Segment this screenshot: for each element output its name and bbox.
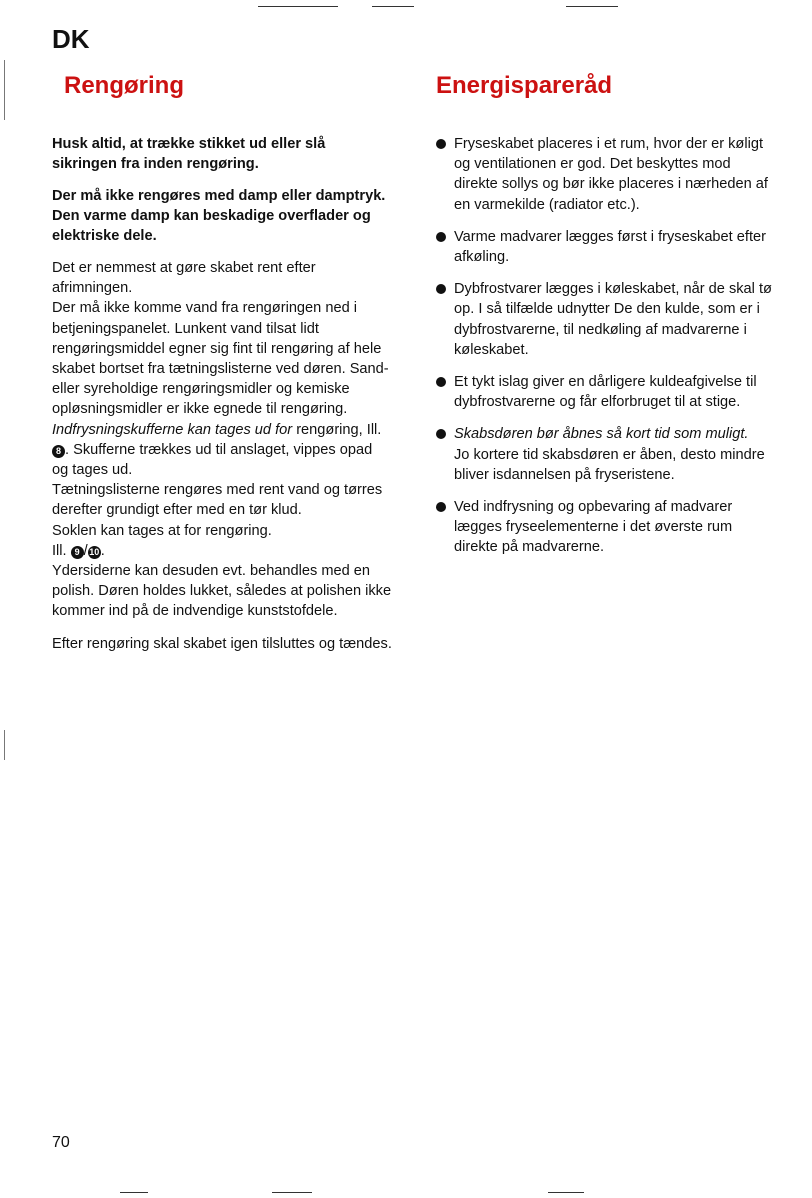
scan-line [372, 6, 414, 7]
paragraph-ill-refs [52, 541, 392, 561]
warning-steam: Der må ikke rengøres med damp eller damptryk. Den varme damp kan beskadige overflader og elektriske dele. [52, 188, 386, 244]
text-span: Ill. [52, 542, 71, 559]
language-tag: DK [52, 24, 90, 54]
text-span: rengøring, Ill. [292, 421, 382, 438]
scan-margin-line [4, 730, 5, 760]
scan-line [258, 6, 338, 7]
tip-item [436, 424, 776, 485]
tip-text: Ved indfrysning og opbevaring af madvarer lægges fryseelementerne i det øverste rum direkte på madvarerne. [454, 499, 733, 556]
tips-list [436, 134, 776, 558]
energy-tips-section [436, 72, 776, 558]
paragraph: Det er nemmest at gøre skabet rent efter afrimningen. [52, 260, 316, 297]
tip-text-italic: Skabsdøren bør åbnes så kort tid som muligt. [454, 426, 749, 443]
illustration-ref-9: 9 [71, 546, 84, 559]
tip-text: Fryseskabet placeres i et rum, hvor der er køligt og ventilationen er god. Det beskyttes mod direkte sollys og bør ikke placeres i nærheden af en varmekilde (radiator etc.). [454, 136, 768, 213]
bullet-icon [436, 139, 446, 149]
scan-line [566, 6, 618, 7]
text-span: . Skufferne trækkes ud til anslaget, vippes opad og tages ud. [52, 441, 373, 479]
page-number: 70 [52, 1134, 70, 1151]
tip-text: Jo kortere tid skabsdøren er åben, desto mindre bliver isdannelsen på fryseristene. [454, 446, 765, 483]
tip-item [436, 372, 776, 412]
paragraph: Ydersiderne kan desuden evt. behandles med en polish. Døren holdes lukket, således at polishen ikke kommer ind på de indvendige kunststofdele. [52, 563, 392, 620]
bullet-icon [436, 377, 446, 387]
warning-unplug: Husk altid, at trække stikket ud eller slå sikringen fra inden rengøring. [52, 136, 326, 172]
tip-text: Dybfrostvarer lægges i køleskabet, når de skal tø op. I så tilfælde udnytter De den kulde, som er i dybfrostvarerne, til nedkøling af madvarerne i køleskabet. [454, 281, 772, 358]
paragraph: Efter rengøring skal skabet igen tilsluttes og tændes. [52, 635, 392, 652]
paragraph: Der må ikke komme vand fra rengøringen ned i betjeningspanelet. Lunkent vand tilsat lidt rengøringsmiddel egner sig fint til rengøring af hele skabet bortset fra tætningslisterne ved døren. Sand- eller syreholdige rengøringsmidler og kemiske opløsningsmidler er ikke egnede til rengøring. [52, 300, 389, 418]
illustration-ref-8: 8 [52, 445, 65, 458]
section-heading-energy: Energisparеråd [436, 72, 613, 99]
paragraph-drawers [52, 420, 392, 481]
paragraph: Soklen kan tages at for rengøring. [52, 522, 272, 539]
section-heading-cleaning: Rengøring [64, 72, 184, 99]
scan-margin-line [4, 60, 5, 120]
tip-item [436, 227, 776, 267]
tip-item [436, 279, 776, 360]
tip-text: Et tykt islag giver en dårligere kuldeafgivelse til dybfrostvarerne og får elforbruget til at stige. [454, 374, 757, 411]
text-span: . [100, 542, 105, 559]
cleaning-section [52, 72, 392, 654]
tip-item [436, 497, 776, 558]
scan-line [548, 1192, 584, 1193]
bullet-icon [436, 232, 446, 242]
bullet-icon [436, 502, 446, 512]
illustration-ref-10: 10 [89, 546, 100, 557]
italic-phrase: Indfrysningskufferne kan tages ud for [52, 421, 293, 438]
text-span: / [83, 542, 88, 559]
paragraph: Tætningslisterne rengøres med rent vand og tørres derefter grundigt efter med en tør klud. [52, 482, 383, 519]
bullet-icon [436, 284, 446, 294]
scan-line [272, 1192, 312, 1193]
bullet-icon [436, 429, 446, 439]
tip-item [436, 134, 776, 215]
tip-text: Varme madvarer lægges først i fryseskabet efter afkøling. [454, 228, 766, 266]
scan-line [120, 1192, 148, 1193]
